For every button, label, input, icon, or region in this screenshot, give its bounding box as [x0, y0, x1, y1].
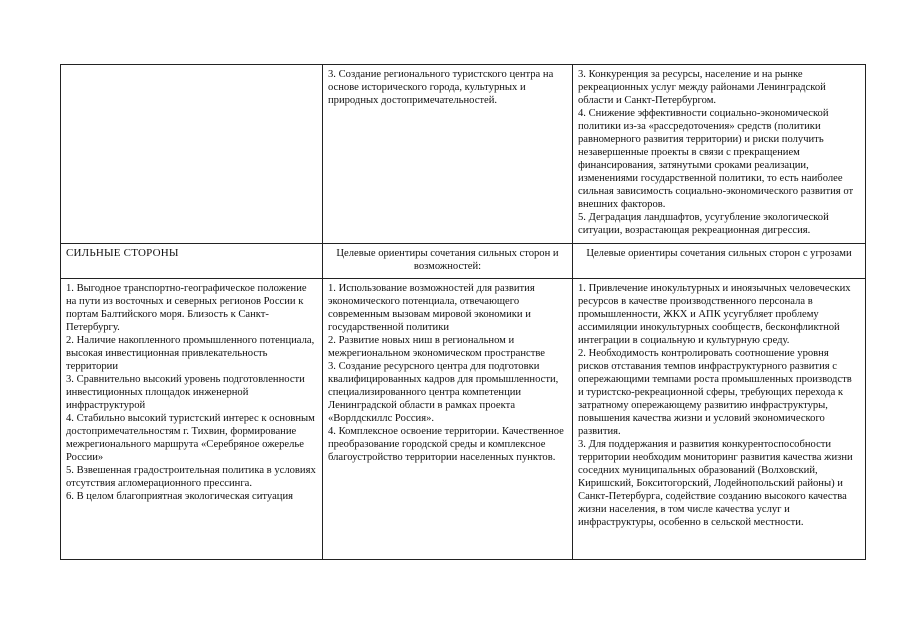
list-item: 1. Выгодное транспортно-географическое положение на пути из восточных и северных регионов России к портам Балтийского моря. Близость к Санкт-Петербургу.	[66, 283, 307, 333]
list-item: 5. Взвешенная градостроительная политика в условиях отсутствия агломерационного прессинга.	[66, 465, 316, 489]
table-row-top	[61, 65, 866, 244]
header-strengths-label: СИЛЬНЫЕ СТОРОНЫ	[66, 247, 179, 259]
list-item: 2. Развитие новых ниш в региональном и межрегиональном экономическом пространстве	[328, 335, 546, 359]
list-item: 3. Создание ресурсного центра для подготовки квалифицированных кадров для промышленности, специализированного центра компетенции Ленинградской области в рамках проекта «Ворлдскиллс Россия».	[328, 361, 559, 424]
swot-table	[60, 64, 866, 560]
list-item: 6. В целом благоприятная экологическая ситуация	[66, 491, 293, 502]
cell-bottom-col2	[323, 279, 573, 560]
list-item: 4. Стабильно высокий туристский интерес к основным достопримечательностям г. Тихвин, формирование межрегионального маршрута «Серебряное ожерелье России»	[66, 413, 315, 463]
list-item: 5. Деградация ландшафтов, усугубление экологической ситуации, возрастающая рекреационная дигрессия.	[578, 212, 829, 236]
cell-top-col1	[61, 65, 323, 244]
header-strengths-opportunities-label: Целевые ориентиры сочетания сильных сторон и возможностей:	[336, 248, 559, 272]
list-item: 1. Привлечение инокультурных и иноязычных человеческих ресурсов в качестве производственного персонала в промышленности, ЖКХ и АПК усугубляет проблему ассимиляции инокультурных сообществ, бесконфликтной интеграции в социальную и культурную среду.	[578, 283, 851, 346]
list-item: 4. Комплексное освоение территории. Качественное преобразование городской среды и комплексное благоустройство территории населенных пунктов.	[328, 426, 564, 463]
list-item: 3. Сравнительно высокий уровень подготовленности инвестиционных площадок инженерной инфраструктурой	[66, 374, 305, 411]
list-item: 2. Наличие накопленного промышленного потенциала, высокая инвестиционная привлекательность территории	[66, 335, 315, 372]
list-item: 3. Конкуренция за ресурсы, население и на рынке рекреационных услуг между районами Ленинградской области и Санкт-Петербургом.	[578, 69, 826, 106]
list-item: 3. Создание регионального туристского центра на основе исторического города, культурных и природных достопримечательностей.	[328, 69, 554, 106]
table-row-bottom	[61, 279, 866, 560]
list-item: 3. Для поддержания и развития конкурентоспособности территории необходим мониторинг развития качества жизни соседних муниципальных образований (Волховский, Киришский, Бокситогорский, Лодейнопольский районы) и Санкт-Петербурга, содействие созданию высокого качества жизни населения, в том числе качества услуг и инфраструктуры, особенно в сельской местности.	[578, 439, 853, 528]
list-item: 1. Использование возможностей для развития экономического потенциала, отвечающего современным вызовам мировой экономики и государственной политики	[328, 283, 535, 333]
header-strengths-opportunities	[323, 244, 573, 279]
table-row-headers	[61, 244, 866, 279]
list-item: 4. Снижение эффективности социально-экономической политики из-за «рассредоточения» средств (политики равномерного развития территории) и риски получить незавершенные проекты в связи с прекращением финансирования, затянутыми сроками реализации, изменениями государственной политики, то есть наиболее сильная зависимость социально-экономического развития от внешних факторов.	[578, 108, 854, 210]
cell-bottom-col3	[573, 279, 866, 560]
cell-top-col3	[573, 65, 866, 244]
cell-bottom-col1	[61, 279, 323, 560]
list-item: 2. Необходимость контролировать соотношение уровня рисков отставания темпов инфраструктурного развития с опережающими темпами роста промышленных производств и туристско-рекреационной сферы, требующих перехода к затратному опережающему развитию инфраструктуры, повышения качества жизни и условий экономического развития.	[578, 348, 852, 437]
cell-top-col2	[323, 65, 573, 244]
header-strengths-threats	[573, 244, 866, 279]
header-strengths	[61, 244, 323, 279]
header-strengths-threats-label: Целевые ориентиры сочетания сильных сторон с угрозами	[586, 248, 852, 259]
